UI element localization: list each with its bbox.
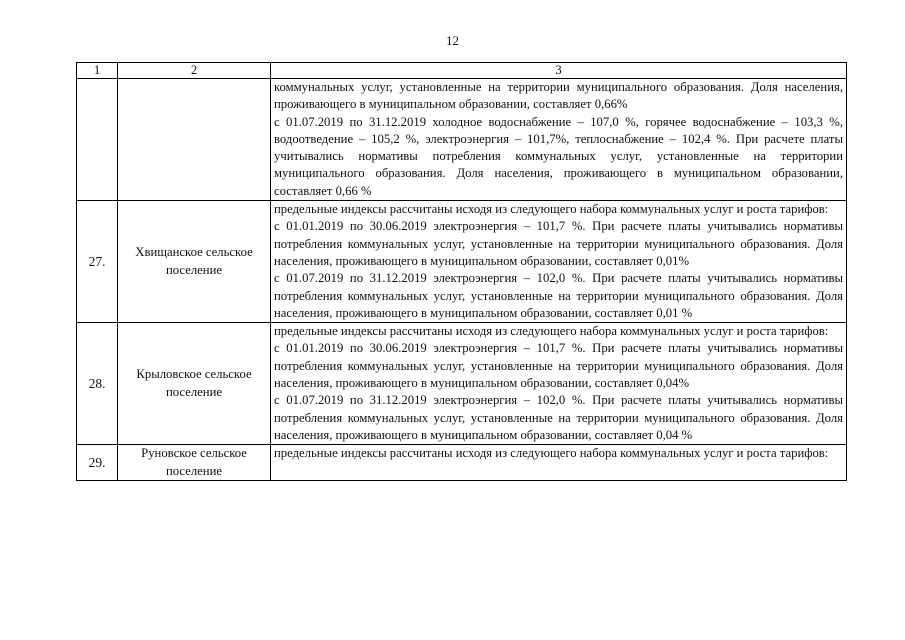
description-paragraph: с 01.07.2019 по 31.12.2019 электроэнергия – 102,0 %. При расчете платы учитывались нормативы потребления коммунальных услуг, установленные на территории муниципального образования. Доля населения, проживающего в муниципальном образовании, составляет 0,01 % bbox=[274, 271, 843, 320]
table-row-27 bbox=[77, 201, 847, 323]
description-paragraph: предельные индексы рассчитаны исходя из следующего набора коммунальных услуг и роста тарифов: bbox=[274, 202, 829, 217]
header-cell-1: 1 bbox=[77, 63, 118, 79]
settlement-name: Крыловское сельское поселение bbox=[118, 323, 271, 445]
description-paragraph: предельные индексы рассчитаны исходя из следующего набора коммунальных услуг и роста тарифов: bbox=[274, 446, 829, 461]
description-paragraph: с 01.01.2019 по 30.06.2019 электроэнергия – 101,7 %. При расчете платы учитывались нормативы потребления коммунальных услуг, установленные на территории муниципального образования. Доля населения, проживающего в муниципальном образовании, составляет 0,01% bbox=[274, 219, 843, 268]
page-number: 12 bbox=[446, 33, 459, 48]
settlement-name: Хвищанское сельское поселение bbox=[118, 201, 271, 323]
row-description bbox=[271, 445, 847, 481]
table-row-continuation bbox=[77, 79, 847, 201]
description-paragraph: предельные индексы рассчитаны исходя из следующего набора коммунальных услуг и роста тарифов: bbox=[274, 324, 829, 339]
table-header-row bbox=[77, 63, 847, 79]
row-number: 28. bbox=[77, 323, 118, 445]
row-number: 29. bbox=[77, 445, 118, 481]
settlement-name: Руновское сельское поселение bbox=[118, 445, 271, 481]
row-number bbox=[77, 79, 118, 201]
settlement-name bbox=[118, 79, 271, 201]
row-description bbox=[271, 79, 847, 201]
description-paragraph: с 01.01.2019 по 30.06.2019 электроэнергия – 101,7 %. При расчете платы учитывались нормативы потребления коммунальных услуг, установленные на территории муниципального образования. Доля населения, проживающего в муниципальном образовании, составляет 0,04% bbox=[274, 341, 843, 391]
tariff-table bbox=[76, 62, 847, 481]
header-cell-3: 3 bbox=[271, 63, 847, 79]
row-number: 27. bbox=[77, 201, 118, 323]
table-row-28 bbox=[77, 323, 847, 445]
description-paragraph: коммунальных услуг, установленные на территории муниципального образования. Доля населения, проживающего в муниципальном образовании, составляет 0,66% bbox=[274, 80, 843, 112]
table-row-29 bbox=[77, 445, 847, 481]
row-description bbox=[271, 323, 847, 445]
header-cell-2: 2 bbox=[118, 63, 271, 79]
description-paragraph: с 01.07.2019 по 31.12.2019 электроэнергия – 102,0 %. При расчете платы учитывались нормативы потребления коммунальных услуг, установленные на территории муниципального образования. Доля населения, проживающего в муниципальном образовании, составляет 0,04 % bbox=[274, 393, 843, 442]
description-paragraph: с 01.07.2019 по 31.12.2019 холодное водоснабжение – 107,0 %, горячее водоснабжение – 103,3 %, водоотведение – 105,2 %, электроэнергия – 101,7%, теплоснабжение – 102,4 %. При расчете платы учитывались нормативы потребления коммунальных услуг, установленные на территории муниципального образования. Доля населения, проживающего в муниципальном образовании, составляет 0,66 % bbox=[274, 114, 843, 198]
row-description bbox=[271, 201, 847, 323]
